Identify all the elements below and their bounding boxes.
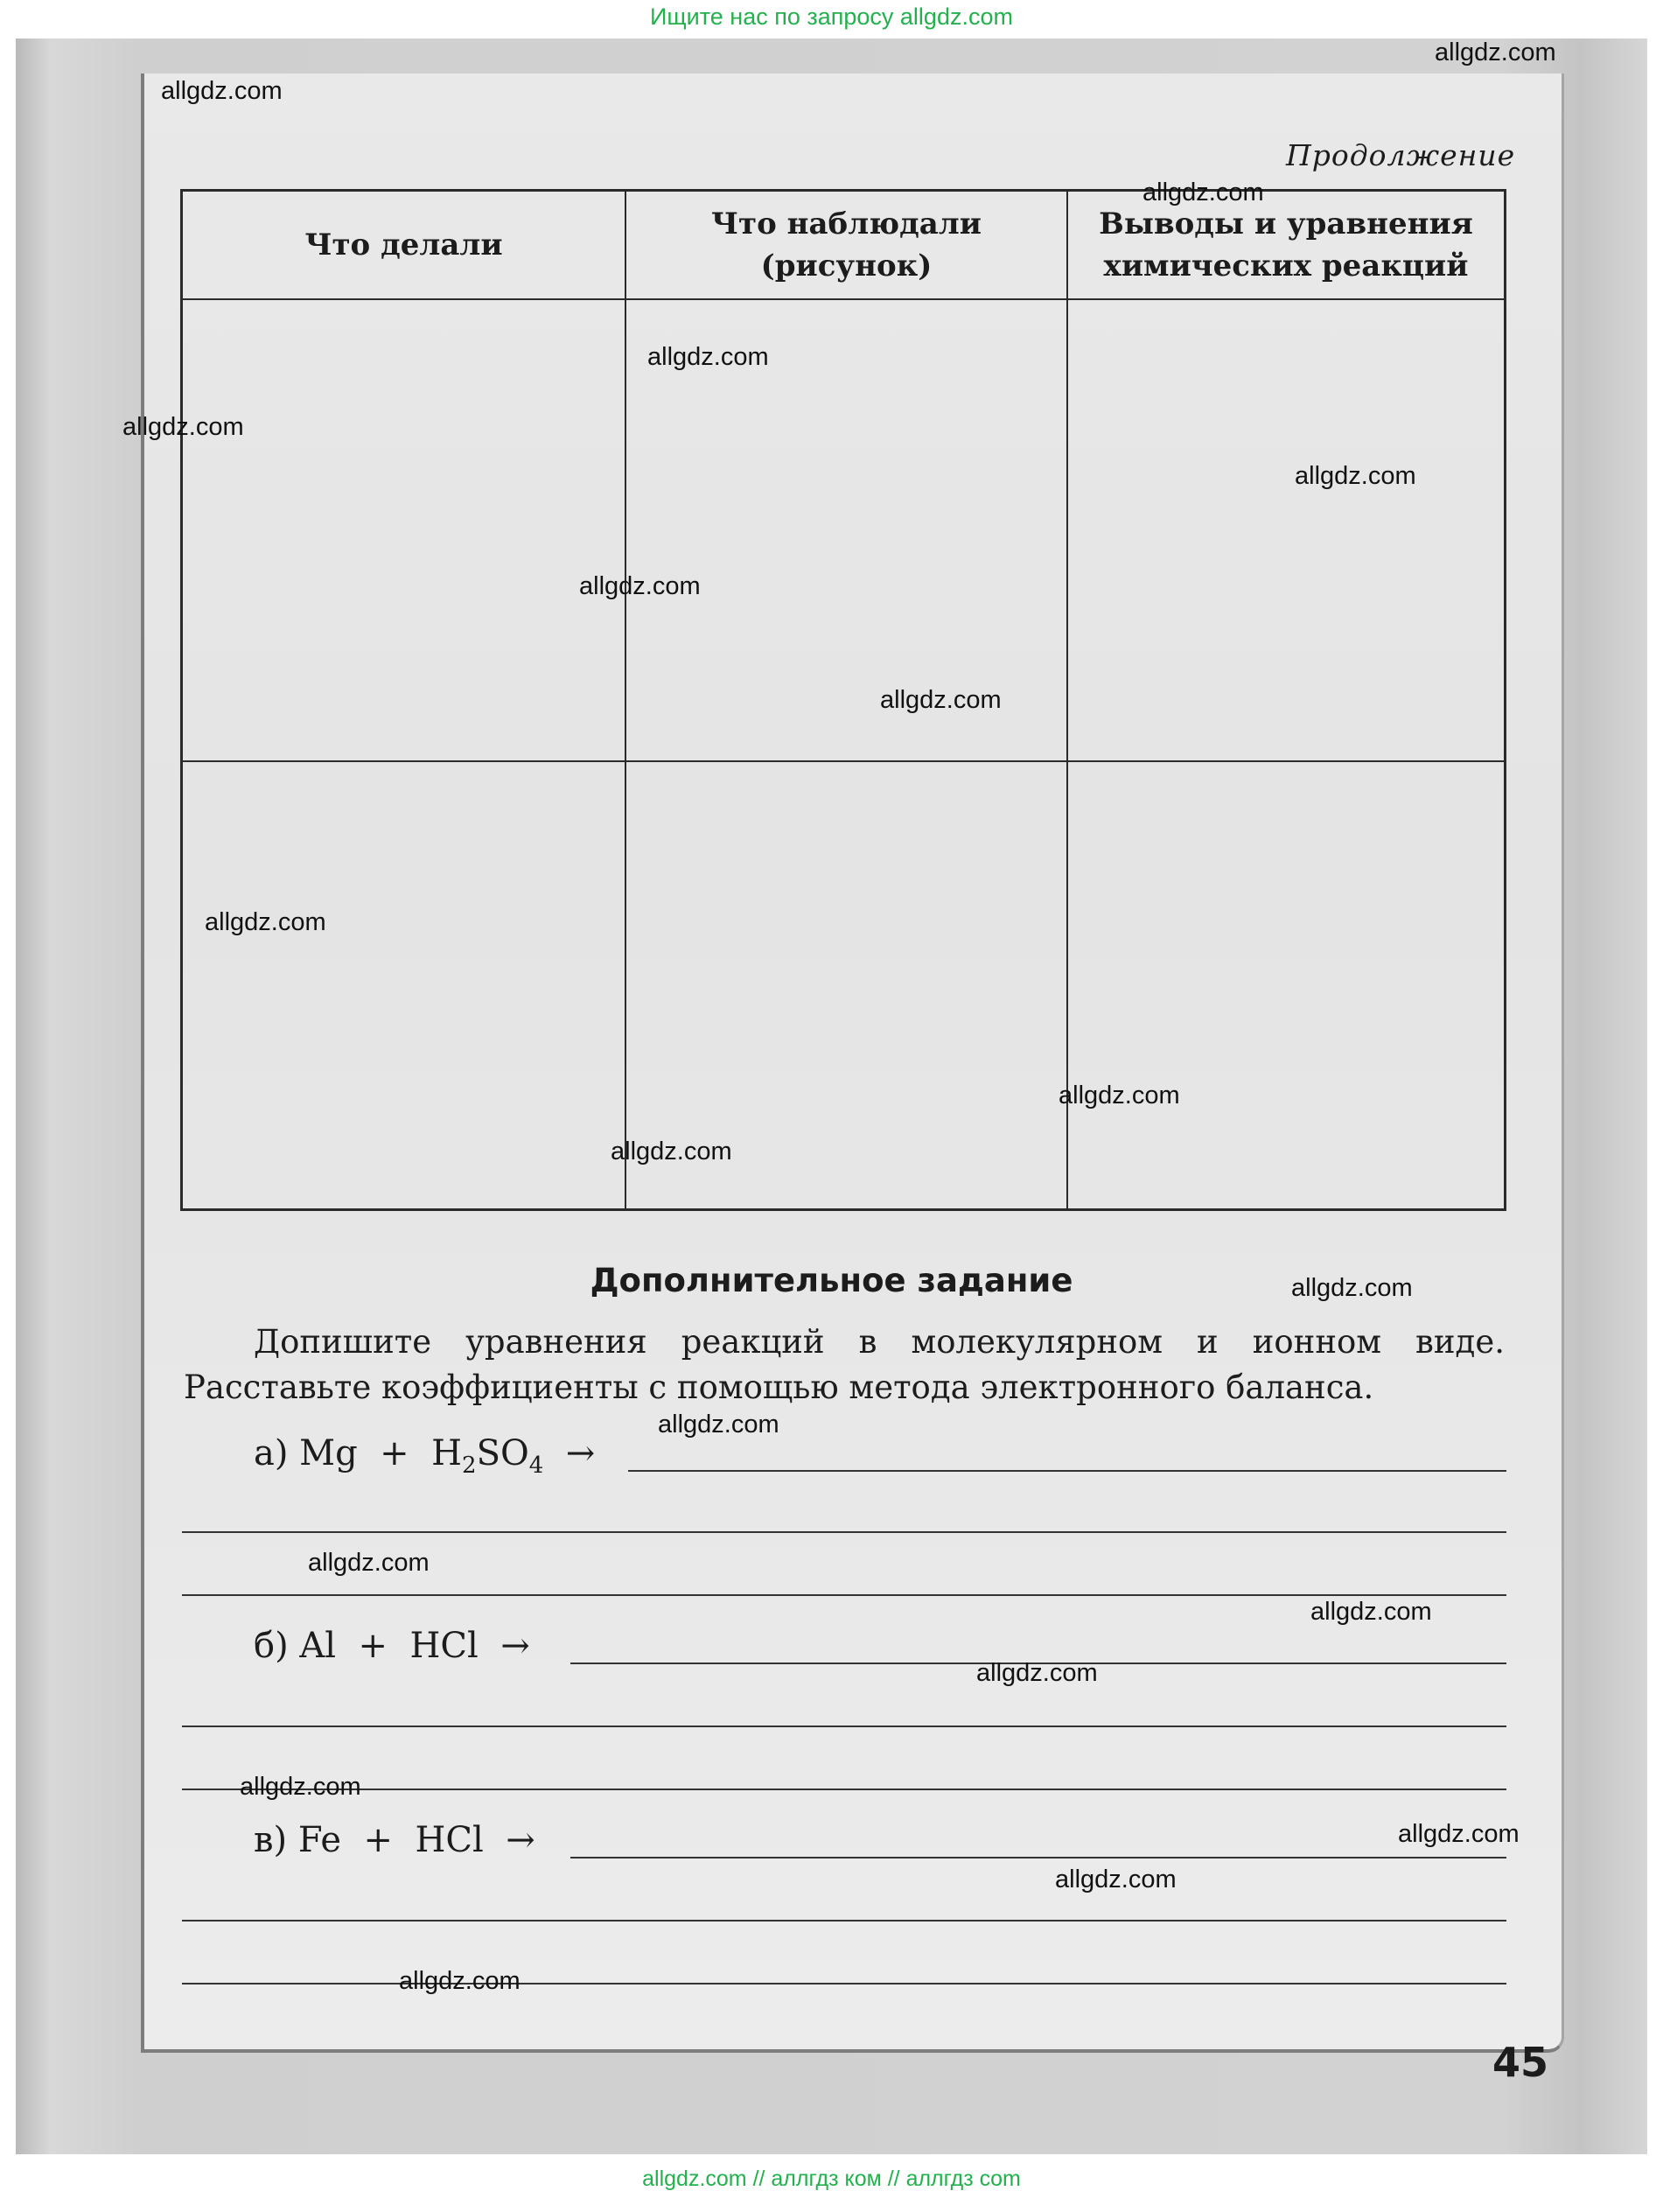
bottom-banner-link[interactable]: allgdz.com // аллгдз ком // аллгдз com <box>642 2166 1021 2191</box>
table-cell[interactable] <box>1068 300 1504 760</box>
watermark-text: allgdz.com <box>1295 462 1416 490</box>
table-header-observations <box>626 192 1066 298</box>
watermark-text: allgdz.com <box>122 413 244 441</box>
answer-line[interactable] <box>182 1531 1506 1533</box>
watermark-text: allgdz.com <box>611 1138 732 1166</box>
watermark-text: allgdz.com <box>880 686 1002 714</box>
watermark-text: allgdz.com <box>1291 1274 1413 1302</box>
formula-subscript: 2 <box>462 1452 477 1479</box>
answer-line[interactable] <box>628 1470 1506 1472</box>
reaction-arrow: → <box>565 1433 596 1474</box>
equation-c <box>254 1820 535 1860</box>
equation-b <box>254 1626 530 1666</box>
answer-line[interactable] <box>182 1788 1506 1790</box>
equation-a <box>254 1433 595 1479</box>
answer-line[interactable] <box>182 1983 1506 1984</box>
reactant: Mg <box>299 1433 358 1474</box>
additional-task-title: Дополнительное задание <box>590 1262 1073 1299</box>
top-banner-link[interactable]: Ищите нас по запросу allgdz.com <box>650 4 1013 30</box>
table-header-actions <box>183 192 625 298</box>
reactant-formula <box>431 1433 544 1479</box>
reactant: Al <box>299 1626 337 1666</box>
watermark-text: allgdz.com <box>1055 1866 1177 1894</box>
reactant: HCl <box>409 1626 479 1666</box>
watermark-text: allgdz.com <box>1059 1082 1180 1110</box>
plus-sign: + <box>363 1820 394 1860</box>
answer-line[interactable] <box>182 1920 1506 1922</box>
formula-part: H <box>431 1433 463 1474</box>
header-actions-text: Что делали <box>304 228 503 262</box>
plus-sign: + <box>380 1433 409 1474</box>
answer-line[interactable] <box>570 1857 1506 1858</box>
watermark-text: allgdz.com <box>976 1659 1098 1687</box>
watermark-text: allgdz.com <box>161 77 283 105</box>
watermark-text: allgdz.com <box>1398 1820 1520 1848</box>
additional-task-instruction: Допишите уравнения реакций в молекулярном и ионном виде. Расставьте коэффициенты с помощью метода электронного баланса. <box>184 1323 1505 1406</box>
formula-part: SO <box>476 1433 529 1474</box>
table-cell[interactable] <box>1068 762 1504 1208</box>
answer-line[interactable] <box>182 1726 1506 1727</box>
watermark-text: allgdz.com <box>1142 178 1264 206</box>
reaction-arrow: → <box>506 1820 535 1860</box>
header-conclusions-text: Выводы и уравнения химических реакций <box>1099 206 1473 284</box>
table-cell[interactable] <box>183 762 625 1208</box>
table-header-conclusions <box>1068 192 1504 298</box>
reactant: HCl <box>415 1820 484 1860</box>
table-cell[interactable] <box>183 300 625 760</box>
formula-subscript: 4 <box>528 1452 544 1479</box>
watermark-text: allgdz.com <box>205 908 326 936</box>
watermark-text: allgdz.com <box>240 1773 361 1801</box>
watermark-text: allgdz.com <box>308 1549 430 1577</box>
watermark-text: allgdz.com <box>1435 38 1556 66</box>
watermark-text: allgdz.com <box>658 1410 779 1438</box>
continuation-label: Продолжение <box>1286 138 1516 172</box>
watermark-text: allgdz.com <box>647 343 769 371</box>
equation-label: а) <box>254 1433 289 1474</box>
watermark-text: allgdz.com <box>579 572 701 600</box>
header-observations-text: Что наблюдали (рисунок) <box>711 206 982 284</box>
reactant: Fe <box>297 1820 342 1860</box>
equation-label: б) <box>254 1626 289 1666</box>
page-number: 45 <box>1492 2039 1549 2086</box>
answer-line[interactable] <box>182 1594 1506 1596</box>
watermark-text: allgdz.com <box>399 1967 521 1995</box>
watermark-text: allgdz.com <box>1310 1598 1432 1626</box>
plus-sign: + <box>358 1626 388 1666</box>
observation-table <box>180 189 1506 1211</box>
reaction-arrow: → <box>500 1626 530 1666</box>
equation-label: в) <box>254 1820 288 1860</box>
